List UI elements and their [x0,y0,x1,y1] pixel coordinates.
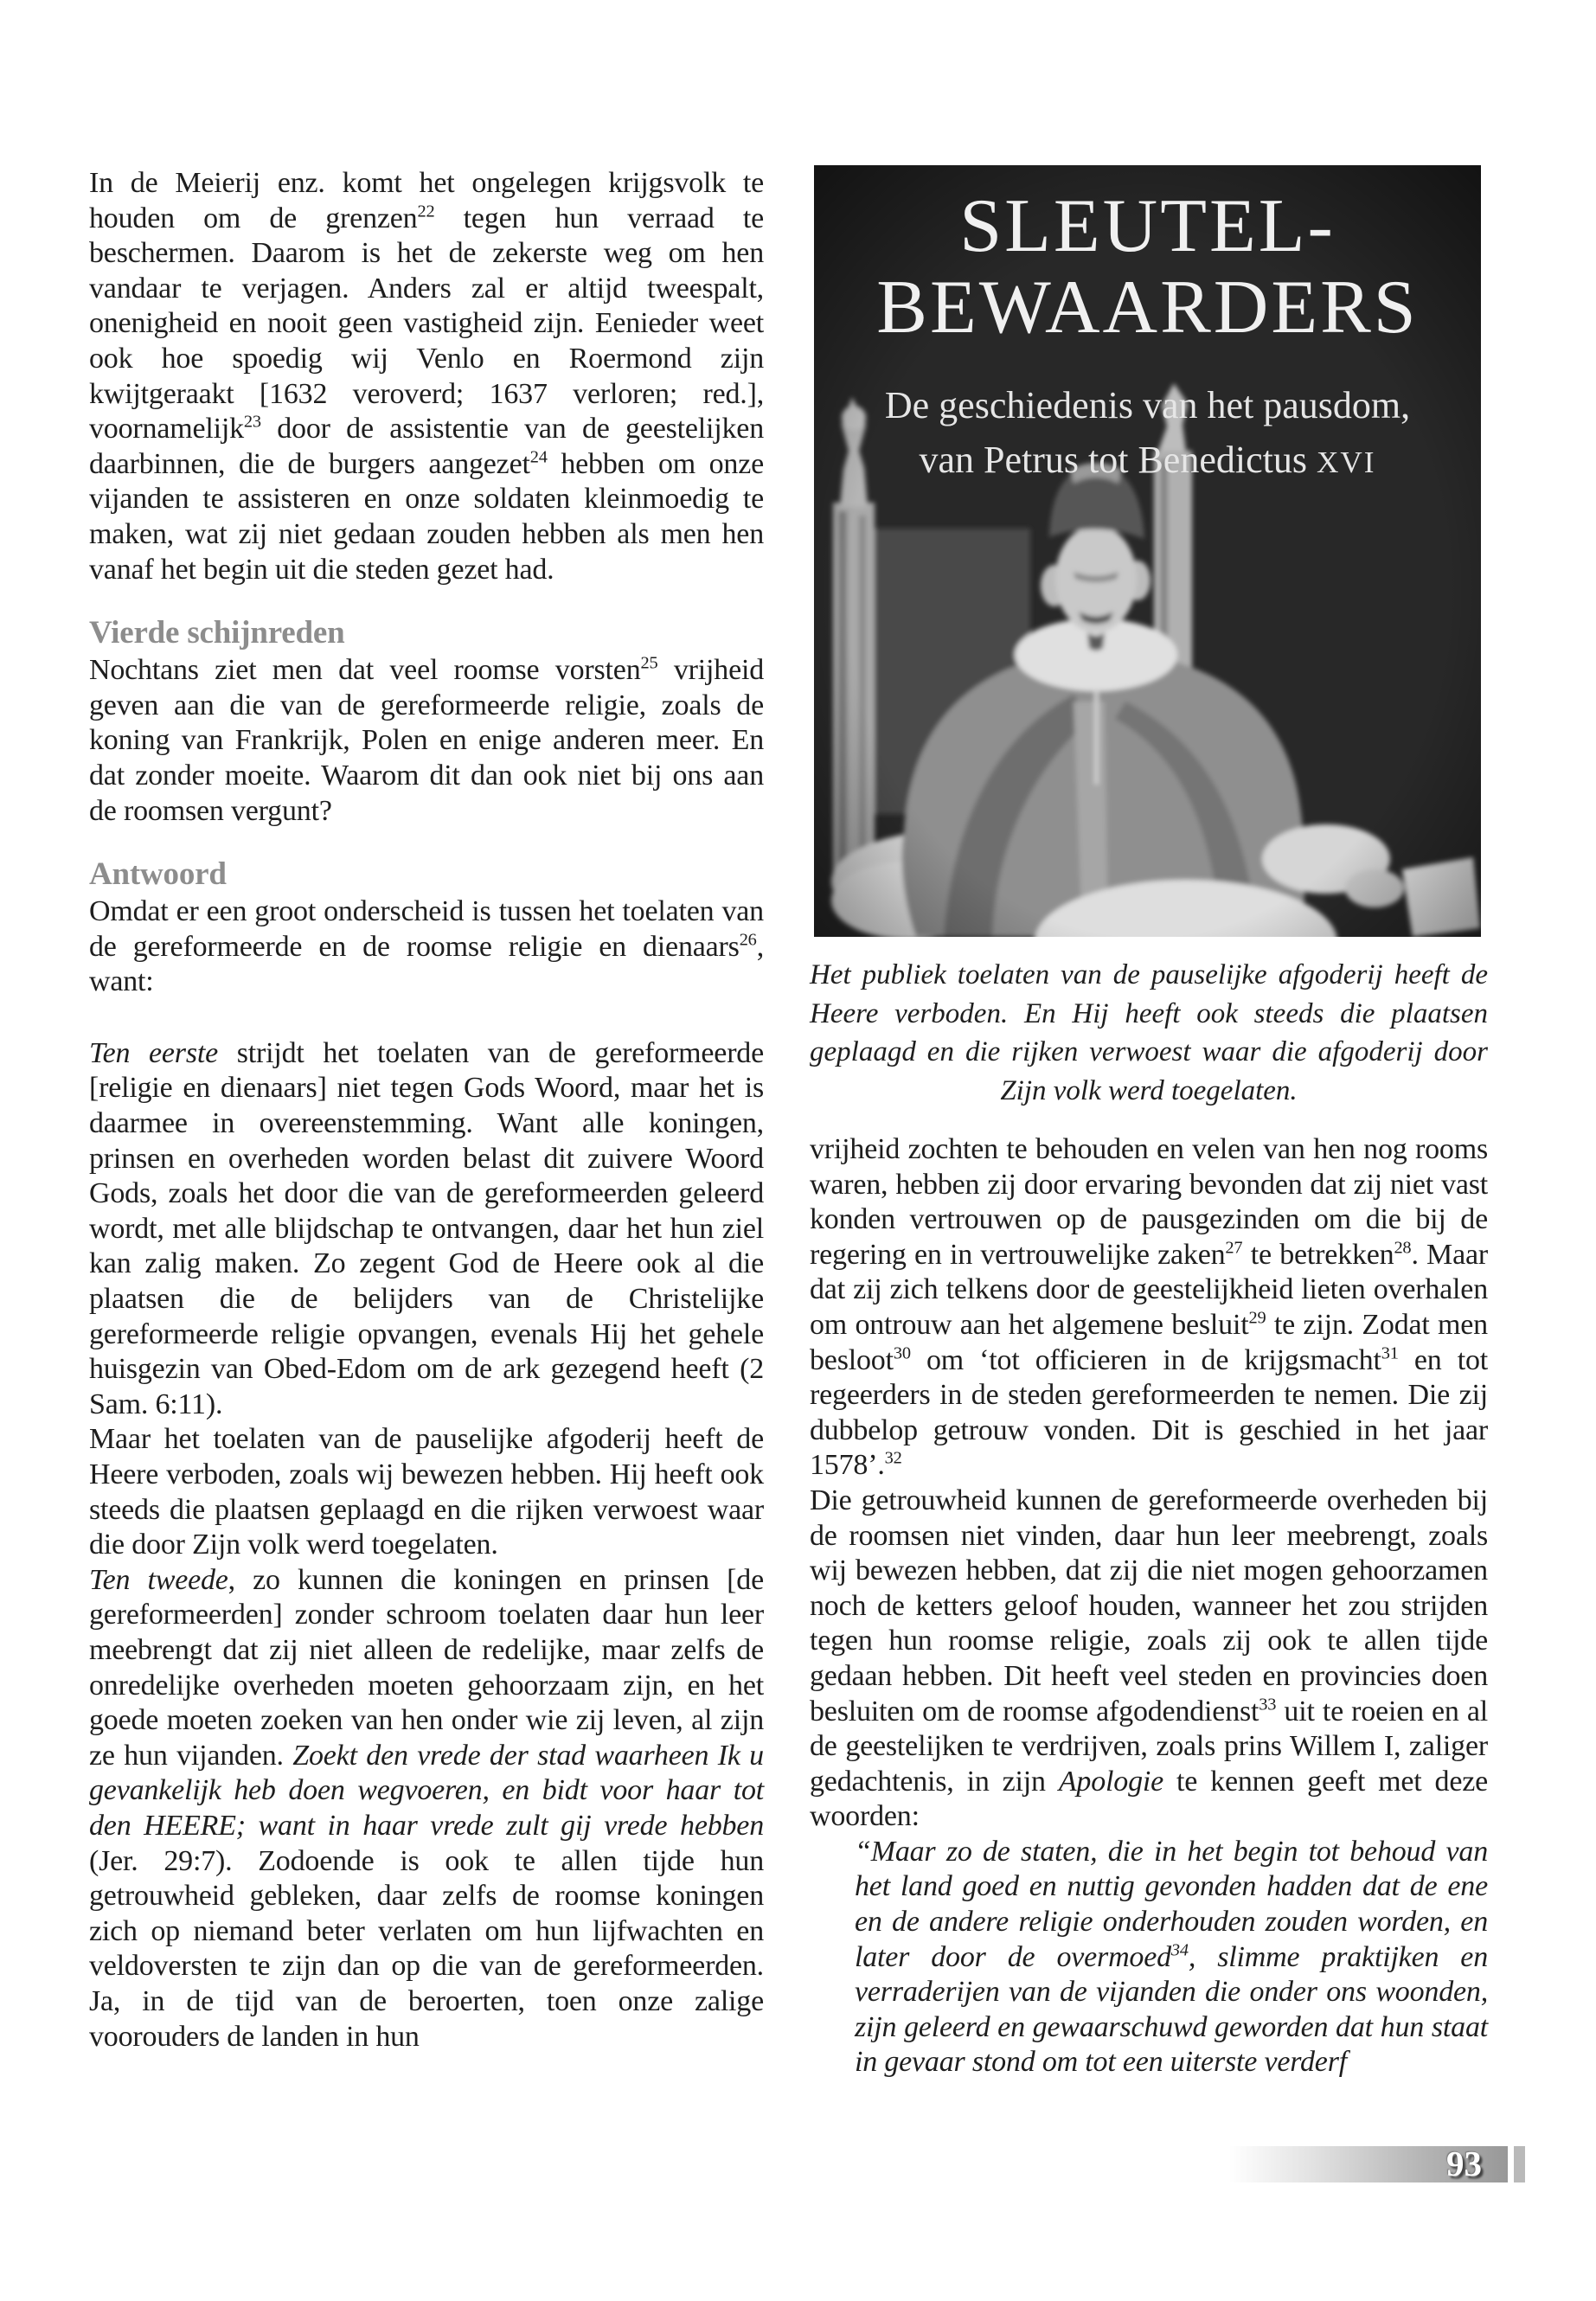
paragraph: Ten eerste strijdt het toelaten van de gereformeerde [religie en dienaars] niet tegen Gods Woord, maar het is daarmee in overeenstemming. Want alle koningen, prinsen en overheden worden belast dit zuivere Woord Gods, zoals het door die van de gereformeerden geleerd wordt, met alle blijdschap te ontvangen, daar het hun ziel kan zalig maken. Zo zegent God de Heere ook al die plaatsen die de belijders van de Christelijke gereformeerde religie opvangen, evenals Hij het gehele huisgezin van Obed-Edom om de ark gezegend heeft (2 Sam. 6:11). [89,1036,765,1420]
paragraph: Ten tweede, zo kunnen die koningen en prinsen [de gereformeerden] zonder schroom toelaten daar hun leer meebrengt dat zij niet alleen de redelijke, maar zelfs de onredelijke overheden moeten gehoorzaam zijn, en het goede moeten zoeken van hen onder wie zij leven, al zijn ze hun vijanden. Zoekt den vrede der stad waarheen Ik u gevankelijk heb doen wegvoeren, en bidt voor haar tot den HEERE; want in haar vrede zult gij vrede hebben (Jer. 29:7). Zodoende is ook te allen tijde hun getrouwheid gebleken, daar zelfs de roomse koningen zich op niemand beter verlaten om hun lijfwachten en veldoversten te zijn dan op die van de gereformeerden. Ja, in de tijd van de beroerten, toen onze zalige voorouders de landen in hun [89,1563,764,2053]
footer-gradient-bar [1229,2146,1508,2182]
image-caption: Het publiek toelaten van de pauselijke afgoderij heeft de Heere verboden. En Hij heeft ook steeds die plaatsen geplaagd en die rijken verwoest waar die afgoderij door Zijn volk werd toegelaten. [810,959,1488,1106]
book-cover-text [814,186,1481,490]
paragraph: Nochtans ziet men dat veel roomse vorsten$^{25}$ vrijheid geven aan die van de gereformeerde religie, zoals de koning van Frankrijk, Polen en enige anderen meer. En dat zonder moeite. Waarom dit dan ook niet bij ons aan de roomsen vergunt? [89,653,765,827]
right-column [810,165,1488,2080]
left-text-column [89,166,764,2054]
paragraph: Omdat er een groot onderscheid is tussen het toelaten van de gereformeerde en de roomse religie en dienaars$^{26}$, want: [89,895,764,998]
book-title-line1: SLEUTEL- [959,184,1336,268]
book-title [814,186,1481,349]
book-cover-image [814,165,1481,937]
paragraph: vrijheid zochten te behouden en velen van hen nog rooms waren, hebben zij door ervaring bevonden dat zij niet vast konden vertrouwen op de pausgezinden om die bij de regering en in vertrouwelijke zaken$^{27}$ te betrekken$^{28}$. Maar dat zij zich telkens door de geestelijkheid lieten overhalen om ontrouw aan het algemene besluit$^{29}$ te zijn. Zodat men besloot$^{30}$ om ‘tot officieren in de krijgsmacht$^{31}$ en tot regeerders in de steden gereformeerden te nemen. Die zij dubbelop getrouw vonden. Dit is geschied in het jaar 1578’.$^{32}$ [810,1133,1488,1482]
footer-endcap-block [1514,2146,1525,2182]
book-subtitle-line2: van Petrus tot Benedictus XVI [919,439,1376,481]
book-subtitle-line1: De geschiedenis van het pausdom, [884,384,1411,426]
paragraph: Maar het toelaten van de pauselijke afgoderij heeft de Heere verboden, zoals wij bewezen hebben. Hij heeft ook steeds die plaatsen geplaagd en die rijken verwoest waar die door Zijn volk werd toegelaten. [89,1423,764,1561]
paragraph: In de Meierij enz. komt het ongelegen krijgsvolk te houden om de grenzen$^{22}$ tegen hun verraad te beschermen. Daarom is het de zekerste weg om hen vandaar te verjagen. Anders zal er altijd tweespalt, onenigheid en nooit geen vastigheid zijn. Eenieder weet ook hoe spoedig wij Venlo en Roermond zijn kwijtgeraakt [1632 veroverd; 1637 verloren; red.], voornamelijk$^{23}$ door de assistentie van de geestelijken daarbinnen, die de burgers aangezet$^{24}$ hebben om onze vijanden te assisteren en onze soldaten kleinmoedig te maken, wat zij niet gedaan zouden hebben als men hen vanaf het begin uit die steden gezet had. [89,167,764,586]
block-quote: “Maar zo de staten, die in het begin tot behoud van het land goed en nuttig gevonden hadden dat de ene en de andere religie onderhouden zouden worden, en later door de overmoed$^{34}$, slimme praktijken en verraderijen van de vijanden die onder ons woonden, zijn geleerd en gewaarschuwd geworden dat hun staat in gevaar stond om tot een uiterste verderf [855,1835,1488,2079]
book-subtitle [814,378,1481,490]
section-heading: Antwoord [89,856,227,893]
section-heading: Vierde schijnreden [89,615,345,651]
page-number: 93 [1446,2144,1482,2183]
roman-numeral: XVI [1316,445,1376,479]
book-title-line2: BEWAARDERS [876,266,1419,349]
paragraph-spacer [89,1000,764,1036]
right-text-column [810,1132,1488,2080]
paragraph: Die getrouwheid kunnen de gereformeerde overheden bij de roomsen niet vinden, daar hun leer meebrengt, zoals wij bewezen hebben, dat zij die niet mogen gehoorzamen noch de ketters geloof houden, wanneer het zou strijden tegen hun roomse religie, zoals zij ook te allen tijde gedaan hebben. Dit heeft veel steden en provincies doen besluiten om de roomse afgodendienst$^{33}$ uit te roeien en al de geestelijken te verdrijven, zoals prins Willem I, zaliger gedachtenis, in zijn Apologie te kennen geeft met deze woorden: [810,1484,1488,1833]
